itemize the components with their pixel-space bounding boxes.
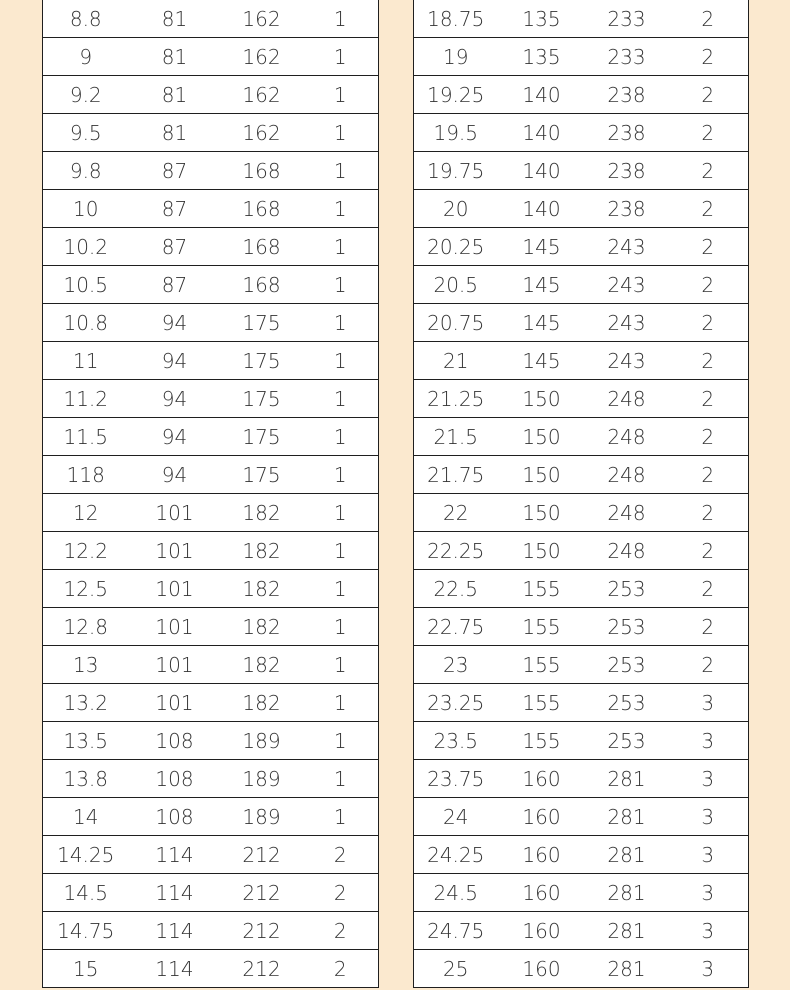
- table-cell: 1: [303, 0, 379, 38]
- table-row: [43, 494, 379, 532]
- table-cell: 248: [586, 418, 668, 456]
- table-cell: 21: [414, 342, 498, 380]
- table-cell: 24.75: [414, 912, 498, 950]
- table-row: [43, 532, 379, 570]
- table-cell: 20.75: [414, 304, 498, 342]
- table-row: [43, 304, 379, 342]
- table-cell: 3: [668, 722, 749, 760]
- table-cell: 168: [221, 152, 303, 190]
- table-cell: 168: [221, 228, 303, 266]
- table-cell: 1: [303, 266, 379, 304]
- table-cell: 20.5: [414, 266, 498, 304]
- table-row: [43, 38, 379, 76]
- table-row: [414, 76, 749, 114]
- right-table-body: [414, 0, 749, 988]
- table-cell: 94: [129, 456, 221, 494]
- table-cell: 189: [221, 760, 303, 798]
- table-cell: 175: [221, 304, 303, 342]
- table-cell: 14.75: [43, 912, 129, 950]
- table-cell: 14: [43, 798, 129, 836]
- table-row: [414, 266, 749, 304]
- table-cell: 140: [498, 76, 586, 114]
- table-cell: 11.5: [43, 418, 129, 456]
- table-cell: 155: [498, 722, 586, 760]
- table-cell: 24: [414, 798, 498, 836]
- table-cell: 22.75: [414, 608, 498, 646]
- table-cell: 114: [129, 950, 221, 988]
- table-cell: 1: [303, 152, 379, 190]
- table-cell: 1: [303, 418, 379, 456]
- table-cell: 10.5: [43, 266, 129, 304]
- table-cell: 243: [586, 266, 668, 304]
- table-cell: 162: [221, 38, 303, 76]
- table-cell: 1: [303, 456, 379, 494]
- table-cell: 94: [129, 342, 221, 380]
- table-cell: 22.5: [414, 570, 498, 608]
- table-cell: 212: [221, 950, 303, 988]
- table-cell: 2: [303, 912, 379, 950]
- table-row: [43, 836, 379, 874]
- table-row: [414, 874, 749, 912]
- table-cell: 253: [586, 722, 668, 760]
- table-cell: 101: [129, 608, 221, 646]
- table-cell: 12.5: [43, 570, 129, 608]
- table-cell: 3: [668, 798, 749, 836]
- table-cell: 114: [129, 874, 221, 912]
- table-cell: 145: [498, 266, 586, 304]
- table-cell: 150: [498, 456, 586, 494]
- table-cell: 3: [668, 836, 749, 874]
- table-cell: 2: [668, 570, 749, 608]
- table-cell: 182: [221, 494, 303, 532]
- table-cell: 9: [43, 38, 129, 76]
- table-cell: 87: [129, 190, 221, 228]
- table-cell: 2: [668, 532, 749, 570]
- table-row: [43, 722, 379, 760]
- table-row: [414, 532, 749, 570]
- table-row: [43, 950, 379, 988]
- table-cell: 1: [303, 380, 379, 418]
- table-row: [43, 760, 379, 798]
- table-cell: 243: [586, 342, 668, 380]
- table-row: [43, 114, 379, 152]
- table-cell: 87: [129, 266, 221, 304]
- table-cell: 162: [221, 114, 303, 152]
- table-cell: 94: [129, 380, 221, 418]
- table-row: [414, 646, 749, 684]
- table-cell: 160: [498, 950, 586, 988]
- table-cell: 14.25: [43, 836, 129, 874]
- table-row: [414, 342, 749, 380]
- table-row: [414, 722, 749, 760]
- table-row: [414, 418, 749, 456]
- table-cell: 212: [221, 912, 303, 950]
- table-cell: 135: [498, 38, 586, 76]
- table-cell: 212: [221, 874, 303, 912]
- table-cell: 182: [221, 684, 303, 722]
- table-cell: 14.5: [43, 874, 129, 912]
- table-cell: 10.2: [43, 228, 129, 266]
- table-cell: 155: [498, 608, 586, 646]
- table-cell: 253: [586, 608, 668, 646]
- table-cell: 19: [414, 38, 498, 76]
- table-cell: 108: [129, 760, 221, 798]
- table-cell: 248: [586, 494, 668, 532]
- table-cell: 3: [668, 760, 749, 798]
- table-cell: 162: [221, 76, 303, 114]
- table-cell: 238: [586, 190, 668, 228]
- table-row: [414, 304, 749, 342]
- table-row: [414, 152, 749, 190]
- table-cell: 18.75: [414, 0, 498, 38]
- table-cell: 175: [221, 380, 303, 418]
- table-cell: 81: [129, 114, 221, 152]
- table-cell: 20.25: [414, 228, 498, 266]
- table-cell: 281: [586, 798, 668, 836]
- table-cell: 2: [668, 114, 749, 152]
- table-cell: 2: [668, 152, 749, 190]
- table-cell: 23.5: [414, 722, 498, 760]
- table-cell: 189: [221, 798, 303, 836]
- table-cell: 145: [498, 342, 586, 380]
- table-row: [43, 380, 379, 418]
- table-row: [43, 798, 379, 836]
- table-cell: 281: [586, 950, 668, 988]
- table-cell: 23.75: [414, 760, 498, 798]
- table-row: [414, 684, 749, 722]
- table-cell: 1: [303, 532, 379, 570]
- table-cell: 238: [586, 114, 668, 152]
- table-cell: 145: [498, 228, 586, 266]
- table-cell: 1: [303, 494, 379, 532]
- table-cell: 1: [303, 114, 379, 152]
- table-cell: 162: [221, 0, 303, 38]
- table-cell: 101: [129, 532, 221, 570]
- table-cell: 1: [303, 228, 379, 266]
- table-cell: 160: [498, 912, 586, 950]
- table-cell: 2: [668, 494, 749, 532]
- table-cell: 150: [498, 494, 586, 532]
- table-cell: 160: [498, 874, 586, 912]
- left-table-body: [43, 0, 379, 988]
- table-row: [414, 114, 749, 152]
- table-cell: 182: [221, 570, 303, 608]
- table-cell: 175: [221, 418, 303, 456]
- table-cell: 150: [498, 532, 586, 570]
- table-cell: 94: [129, 304, 221, 342]
- table-cell: 238: [586, 152, 668, 190]
- table-row: [414, 228, 749, 266]
- table-cell: 118: [43, 456, 129, 494]
- table-cell: 2: [668, 646, 749, 684]
- table-cell: 24.25: [414, 836, 498, 874]
- table-cell: 3: [668, 684, 749, 722]
- table-cell: 12.8: [43, 608, 129, 646]
- table-cell: 243: [586, 228, 668, 266]
- table-cell: 21.75: [414, 456, 498, 494]
- table-cell: 108: [129, 798, 221, 836]
- table-row: [43, 266, 379, 304]
- table-cell: 2: [668, 228, 749, 266]
- table-row: [43, 0, 379, 38]
- table-row: [43, 608, 379, 646]
- table-cell: 108: [129, 722, 221, 760]
- table-cell: 248: [586, 456, 668, 494]
- table-row: [43, 874, 379, 912]
- table-cell: 168: [221, 266, 303, 304]
- table-cell: 81: [129, 38, 221, 76]
- table-cell: 1: [303, 190, 379, 228]
- table-cell: 155: [498, 646, 586, 684]
- table-row: [414, 760, 749, 798]
- table-row: [43, 912, 379, 950]
- table-cell: 238: [586, 76, 668, 114]
- left-data-table: [42, 0, 379, 988]
- table-cell: 1: [303, 38, 379, 76]
- table-cell: 23: [414, 646, 498, 684]
- table-row: [414, 912, 749, 950]
- table-cell: 21.5: [414, 418, 498, 456]
- table-row: [414, 950, 749, 988]
- table-row: [43, 152, 379, 190]
- table-cell: 23.25: [414, 684, 498, 722]
- table-row: [414, 798, 749, 836]
- table-cell: 87: [129, 152, 221, 190]
- table-cell: 1: [303, 722, 379, 760]
- table-cell: 10: [43, 190, 129, 228]
- table-cell: 19.25: [414, 76, 498, 114]
- table-cell: 2: [668, 608, 749, 646]
- table-cell: 140: [498, 190, 586, 228]
- table-row: [414, 456, 749, 494]
- table-cell: 2: [303, 874, 379, 912]
- table-cell: 13.5: [43, 722, 129, 760]
- table-cell: 101: [129, 646, 221, 684]
- table-cell: 182: [221, 532, 303, 570]
- table-cell: 168: [221, 190, 303, 228]
- table-row: [414, 570, 749, 608]
- table-cell: 1: [303, 684, 379, 722]
- table-cell: 2: [668, 190, 749, 228]
- table-cell: 9.8: [43, 152, 129, 190]
- table-cell: 13: [43, 646, 129, 684]
- table-cell: 94: [129, 418, 221, 456]
- table-cell: 3: [668, 912, 749, 950]
- table-cell: 140: [498, 152, 586, 190]
- table-cell: 1: [303, 760, 379, 798]
- table-cell: 2: [668, 418, 749, 456]
- table-cell: 150: [498, 380, 586, 418]
- table-cell: 21.25: [414, 380, 498, 418]
- table-cell: 233: [586, 0, 668, 38]
- table-cell: 87: [129, 228, 221, 266]
- table-cell: 114: [129, 836, 221, 874]
- table-cell: 19.5: [414, 114, 498, 152]
- table-cell: 248: [586, 532, 668, 570]
- table-row: [414, 38, 749, 76]
- table-cell: 281: [586, 760, 668, 798]
- table-cell: 9.2: [43, 76, 129, 114]
- table-cell: 101: [129, 684, 221, 722]
- table-row: [414, 0, 749, 38]
- table-row: [414, 836, 749, 874]
- table-cell: 2: [668, 456, 749, 494]
- table-cell: 10.8: [43, 304, 129, 342]
- table-cell: 1: [303, 608, 379, 646]
- table-cell: 1: [303, 76, 379, 114]
- table-row: [43, 190, 379, 228]
- table-cell: 145: [498, 304, 586, 342]
- table-cell: 175: [221, 456, 303, 494]
- table-cell: 101: [129, 570, 221, 608]
- table-cell: 81: [129, 0, 221, 38]
- table-cell: 25: [414, 950, 498, 988]
- table-cell: 19.75: [414, 152, 498, 190]
- table-cell: 212: [221, 836, 303, 874]
- table-cell: 81: [129, 76, 221, 114]
- table-cell: 1: [303, 570, 379, 608]
- table-row: [43, 228, 379, 266]
- table-cell: 12.2: [43, 532, 129, 570]
- table-row: [43, 342, 379, 380]
- table-row: [414, 380, 749, 418]
- table-cell: 1: [303, 304, 379, 342]
- table-row: [414, 190, 749, 228]
- table-cell: 13.2: [43, 684, 129, 722]
- table-cell: 281: [586, 912, 668, 950]
- table-row: [414, 608, 749, 646]
- table-cell: 253: [586, 646, 668, 684]
- table-cell: 101: [129, 494, 221, 532]
- table-cell: 253: [586, 570, 668, 608]
- table-cell: 2: [668, 304, 749, 342]
- table-cell: 2: [303, 950, 379, 988]
- table-cell: 150: [498, 418, 586, 456]
- table-cell: 248: [586, 380, 668, 418]
- table-cell: 13.8: [43, 760, 129, 798]
- table-cell: 2: [668, 342, 749, 380]
- table-cell: 1: [303, 342, 379, 380]
- table-cell: 175: [221, 342, 303, 380]
- table-cell: 160: [498, 798, 586, 836]
- table-cell: 12: [43, 494, 129, 532]
- table-cell: 155: [498, 570, 586, 608]
- table-cell: 22: [414, 494, 498, 532]
- table-cell: 182: [221, 646, 303, 684]
- table-cell: 1: [303, 646, 379, 684]
- table-cell: 182: [221, 608, 303, 646]
- table-cell: 11.2: [43, 380, 129, 418]
- table-cell: 24.5: [414, 874, 498, 912]
- table-cell: 2: [668, 0, 749, 38]
- table-cell: 189: [221, 722, 303, 760]
- table-cell: 2: [303, 836, 379, 874]
- table-row: [43, 418, 379, 456]
- table-cell: 2: [668, 38, 749, 76]
- table-cell: 3: [668, 874, 749, 912]
- table-cell: 160: [498, 836, 586, 874]
- table-cell: 22.25: [414, 532, 498, 570]
- table-row: [43, 570, 379, 608]
- table-cell: 9.5: [43, 114, 129, 152]
- table-row: [43, 646, 379, 684]
- table-cell: 2: [668, 266, 749, 304]
- table-cell: 15: [43, 950, 129, 988]
- table-cell: 155: [498, 684, 586, 722]
- table-cell: 8.8: [43, 0, 129, 38]
- table-row: [43, 76, 379, 114]
- table-cell: 20: [414, 190, 498, 228]
- table-row: [43, 684, 379, 722]
- table-row: [43, 456, 379, 494]
- table-cell: 114: [129, 912, 221, 950]
- table-cell: 281: [586, 874, 668, 912]
- table-cell: 11: [43, 342, 129, 380]
- table-cell: 3: [668, 950, 749, 988]
- table-cell: 1: [303, 798, 379, 836]
- table-row: [414, 494, 749, 532]
- table-cell: 135: [498, 0, 586, 38]
- table-cell: 243: [586, 304, 668, 342]
- right-data-table: [413, 0, 749, 988]
- table-cell: 2: [668, 76, 749, 114]
- table-cell: 140: [498, 114, 586, 152]
- table-cell: 2: [668, 380, 749, 418]
- table-cell: 233: [586, 38, 668, 76]
- table-cell: 281: [586, 836, 668, 874]
- table-cell: 160: [498, 760, 586, 798]
- table-cell: 253: [586, 684, 668, 722]
